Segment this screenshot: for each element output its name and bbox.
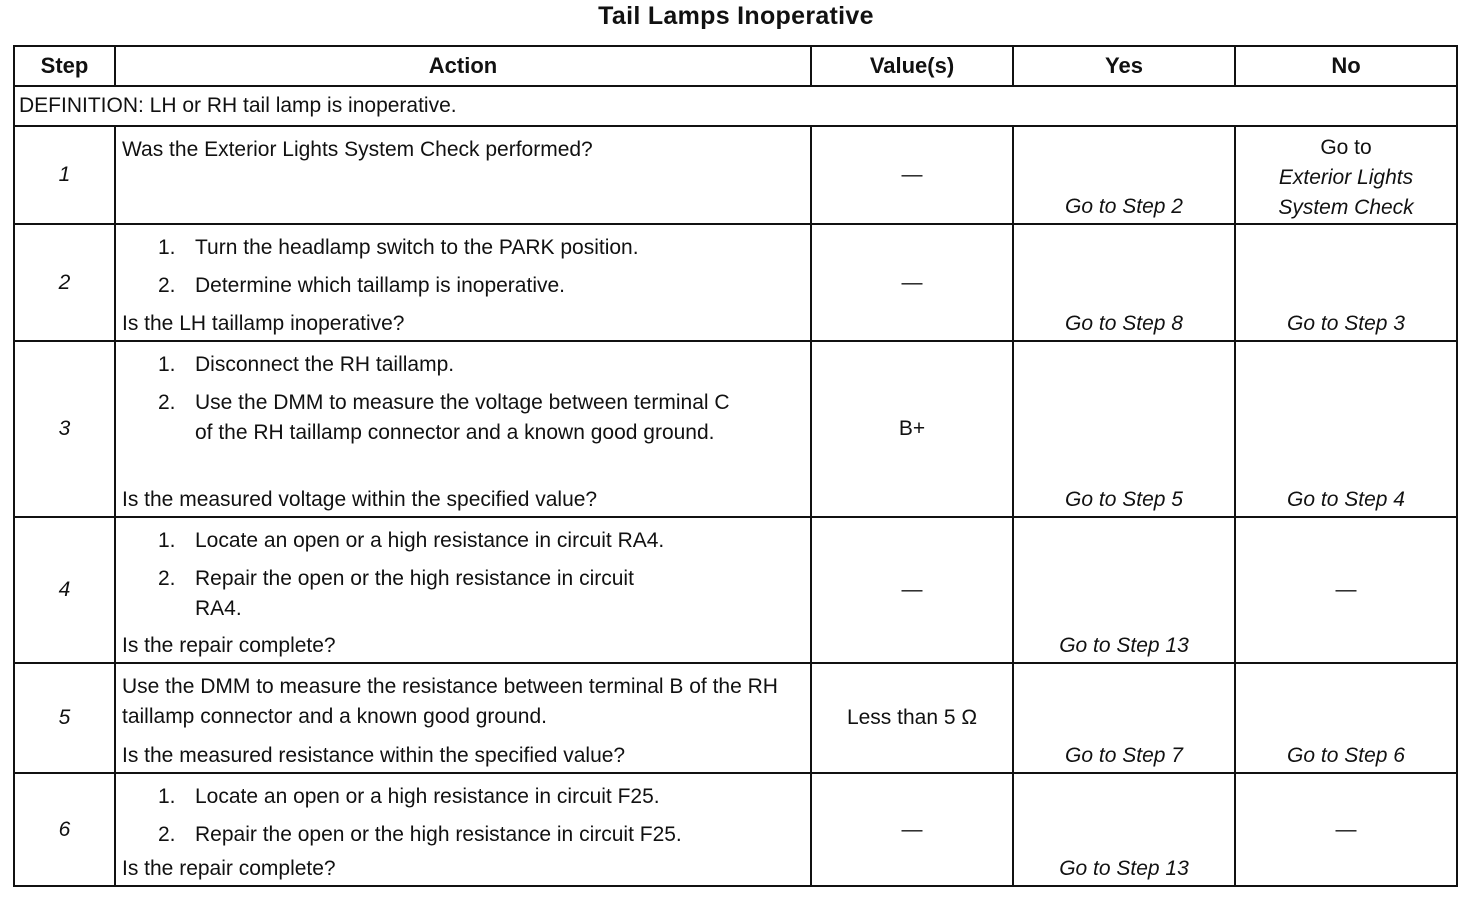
header-row [14,46,1457,86]
no-line: Exterior Lights [1278,166,1414,189]
value-cell: Less than 5 Ω [811,663,1013,773]
action-item [158,350,802,380]
definition-row [14,86,1457,126]
action-cell [115,517,811,663]
no-cell: Go to Step 3 [1235,224,1457,341]
step-number: 5 [14,663,115,773]
no-cell: — [1235,773,1457,886]
item-text: Repair the open or the high resistance in circuit RA4. [195,567,634,620]
table-row [14,773,1457,886]
action-item [158,820,802,850]
no-line: System Check [1278,196,1414,219]
action-list [122,526,802,624]
yes-cell: Go to Step 5 [1013,341,1235,517]
action-cell [115,773,811,886]
header-values: Value(s) [811,46,1013,86]
item-number: 2. [158,823,176,846]
item-number: 1. [158,236,176,259]
item-text: Repair the open or the high resistance in circuit F25. [195,823,682,846]
item-number: 2. [158,391,176,414]
document-title: Tail Lamps Inoperative [598,2,874,30]
yes-cell: Go to Step 13 [1013,773,1235,886]
action-question: Is the LH taillamp inoperative? [122,312,405,335]
value-cell: — [811,126,1013,224]
step-number: 1 [14,126,115,224]
action-item [158,271,802,301]
item-number: 1. [158,529,176,552]
yes-cell: Go to Step 7 [1013,663,1235,773]
no-cell: Go to Step 6 [1235,663,1457,773]
no-cell: — [1235,517,1457,663]
header-no: No [1235,46,1457,86]
item-number: 2. [158,274,176,297]
table-row [14,224,1457,341]
action-list [122,782,802,850]
action-question: Is the measured resistance within the specified value? [122,744,626,767]
diagnostic-table [13,45,1458,887]
action-question: Is the repair complete? [122,857,336,880]
item-text: Determine which taillamp is inoperative. [195,274,565,297]
item-text: Disconnect the RH taillamp. [195,353,455,376]
step-number: 6 [14,773,115,886]
action-cell [115,341,811,517]
action-cell [115,126,811,224]
table-row [14,517,1457,663]
action-cell [115,224,811,341]
table-row [14,341,1457,517]
header-action: Action [115,46,811,86]
table-row [14,663,1457,773]
header-step: Step [14,46,115,86]
action-item [158,564,802,624]
action-question: Is the repair complete? [122,634,336,657]
header-yes: Yes [1013,46,1235,86]
yes-cell: Go to Step 8 [1013,224,1235,341]
action-list [122,350,802,448]
item-text: Turn the headlamp switch to the PARK position. [195,236,639,259]
no-cell [1235,126,1457,224]
action-question: Is the measured voltage within the specified value? [122,488,598,511]
item-text: Locate an open or a high resistance in circuit F25. [195,785,660,808]
item-number: 1. [158,353,176,376]
definition-text: DEFINITION: LH or RH tail lamp is inoperative. [14,86,1457,126]
item-number: 2. [158,567,176,590]
value-cell: — [811,224,1013,341]
item-text: Use the DMM to measure the voltage between terminal C of the RH taillamp connector and a known good ground. [195,391,730,444]
action-list [122,233,802,301]
no-line: Go to [1320,136,1372,159]
item-number: 1. [158,785,176,808]
step-number: 3 [14,341,115,517]
value-cell: B+ [811,341,1013,517]
step-number: 2 [14,224,115,341]
item-text: Locate an open or a high resistance in circuit RA4. [195,529,665,552]
action-item [158,388,802,448]
action-item [158,782,802,812]
action-item [158,526,802,556]
action-cell [115,663,811,773]
no-cell: Go to Step 4 [1235,341,1457,517]
table-row [14,126,1457,224]
action-text: Use the DMM to measure the resistance between terminal B of the RH taillamp connector and a known good ground. [122,675,778,728]
value-cell: — [811,517,1013,663]
action-text: Was the Exterior Lights System Check performed? [122,138,593,161]
yes-cell: Go to Step 2 [1013,126,1235,224]
step-number: 4 [14,517,115,663]
value-cell: — [811,773,1013,886]
action-item [158,233,802,263]
yes-cell: Go to Step 13 [1013,517,1235,663]
